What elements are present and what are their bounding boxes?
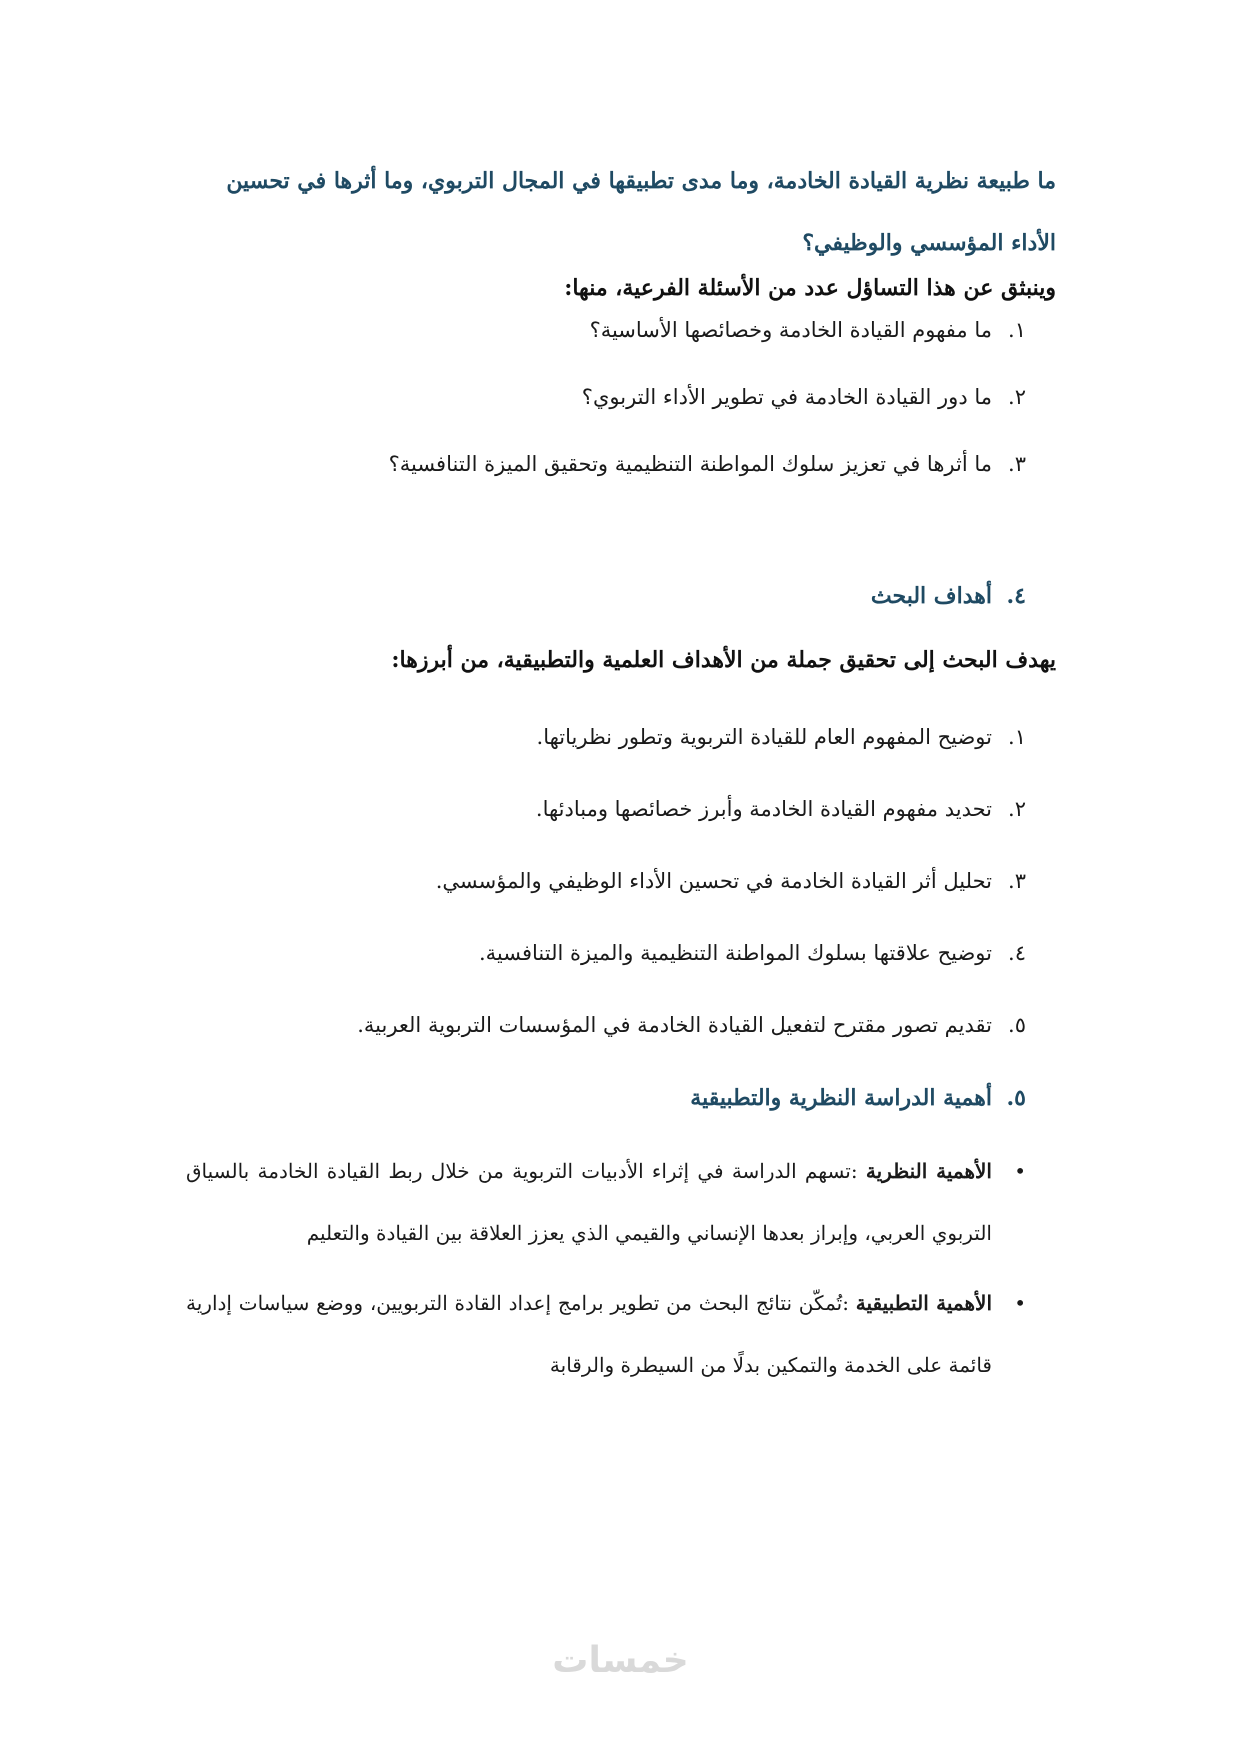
item-number: ٢. [1008, 797, 1026, 821]
importance-theoretical [186, 1140, 1026, 1264]
item-text: ما مفهوم القيادة الخادمة وخصائصها الأساسية؟ [589, 318, 992, 342]
bullet-label: الأهمية التطبيقية [855, 1291, 992, 1315]
item-number: ١. [1008, 318, 1026, 342]
item-text: تحديد مفهوم القيادة الخادمة وأبرز خصائصها ومبادئها. [535, 797, 992, 821]
section-number: ٤. [1006, 583, 1026, 609]
main-research-question: ما طبيعة نظرية القيادة الخادمة، وما مدى تطبيقها في المجال التربوي، وما أثرها في تحسين الأداء المؤسسي والوظيفي؟ [226, 168, 1056, 256]
item-number: ٣. [1008, 869, 1026, 893]
item-text: تقديم تصور مقترح لتفعيل القيادة الخادمة في المؤسسات التربوية العربية. [357, 1013, 992, 1037]
section-heading-objectives [186, 583, 1026, 609]
watermark-logo: خمسات [552, 1640, 689, 1681]
objectives-intro: يهدف البحث إلى تحقيق جملة من الأهداف العلمية والتطبيقية، من أبرزها: [391, 647, 1056, 673]
objective-item [186, 869, 1026, 893]
sub-question-item [186, 452, 1026, 476]
item-text: توضيح علاقتها بسلوك المواطنة التنظيمية والميزة التنافسية. [478, 941, 992, 965]
item-number: ٣. [1008, 452, 1026, 476]
bullet-text [186, 1272, 992, 1396]
section-number: ٥. [1006, 1085, 1026, 1111]
section-title: أهمية الدراسة النظرية والتطبيقية [690, 1085, 992, 1111]
item-number: ٤. [1008, 941, 1026, 965]
item-text: تحليل أثر القيادة الخادمة في تحسين الأداء الوظيفي والمؤسسي. [435, 869, 992, 893]
bullet-label: الأهمية النظرية [865, 1159, 992, 1183]
bullet-body: :تُمكّن نتائج البحث من تطوير برامج إعداد القادة التربويين، ووضع سياسات إدارية قائمة على الخدمة والتمكين بدلًا من السيطرة والرقابة [186, 1291, 992, 1377]
item-number: ١. [1008, 725, 1026, 749]
item-number: ٥. [1008, 1013, 1026, 1037]
objective-item [186, 797, 1026, 821]
bullet-icon: • [1014, 1159, 1026, 1183]
bullet-text [186, 1140, 992, 1264]
section-heading-importance [186, 1085, 1026, 1111]
item-text: توضيح المفهوم العام للقيادة التربوية وتطور نظرياتها. [536, 725, 992, 749]
objective-item [186, 941, 1026, 965]
item-number: ٢. [1008, 385, 1026, 409]
item-text: ما أثرها في تعزيز سلوك المواطنة التنظيمية وتحقيق الميزة التنافسية؟ [388, 452, 992, 476]
importance-applied [186, 1272, 1026, 1396]
bullet-icon: • [1014, 1291, 1026, 1315]
objective-item [186, 1013, 1026, 1037]
bullet-body: :تسهم الدراسة في إثراء الأدبيات التربوية من خلال ربط القيادة الخادمة بالسياق التربوي العربي، وإبراز بعدها الإنساني والقيمي الذي يعزز العلاقة بين القيادة والتعليم [186, 1159, 992, 1245]
item-text: ما دور القيادة الخادمة في تطوير الأداء التربوي؟ [581, 385, 992, 409]
objective-item [186, 725, 1026, 749]
sub-question-item [186, 318, 1026, 342]
sub-question-item [186, 385, 1026, 409]
section-title: أهداف البحث [870, 583, 992, 609]
sub-questions-intro: وينبثق عن هذا التساؤل عدد من الأسئلة الفرعية، منها: [564, 275, 1056, 301]
